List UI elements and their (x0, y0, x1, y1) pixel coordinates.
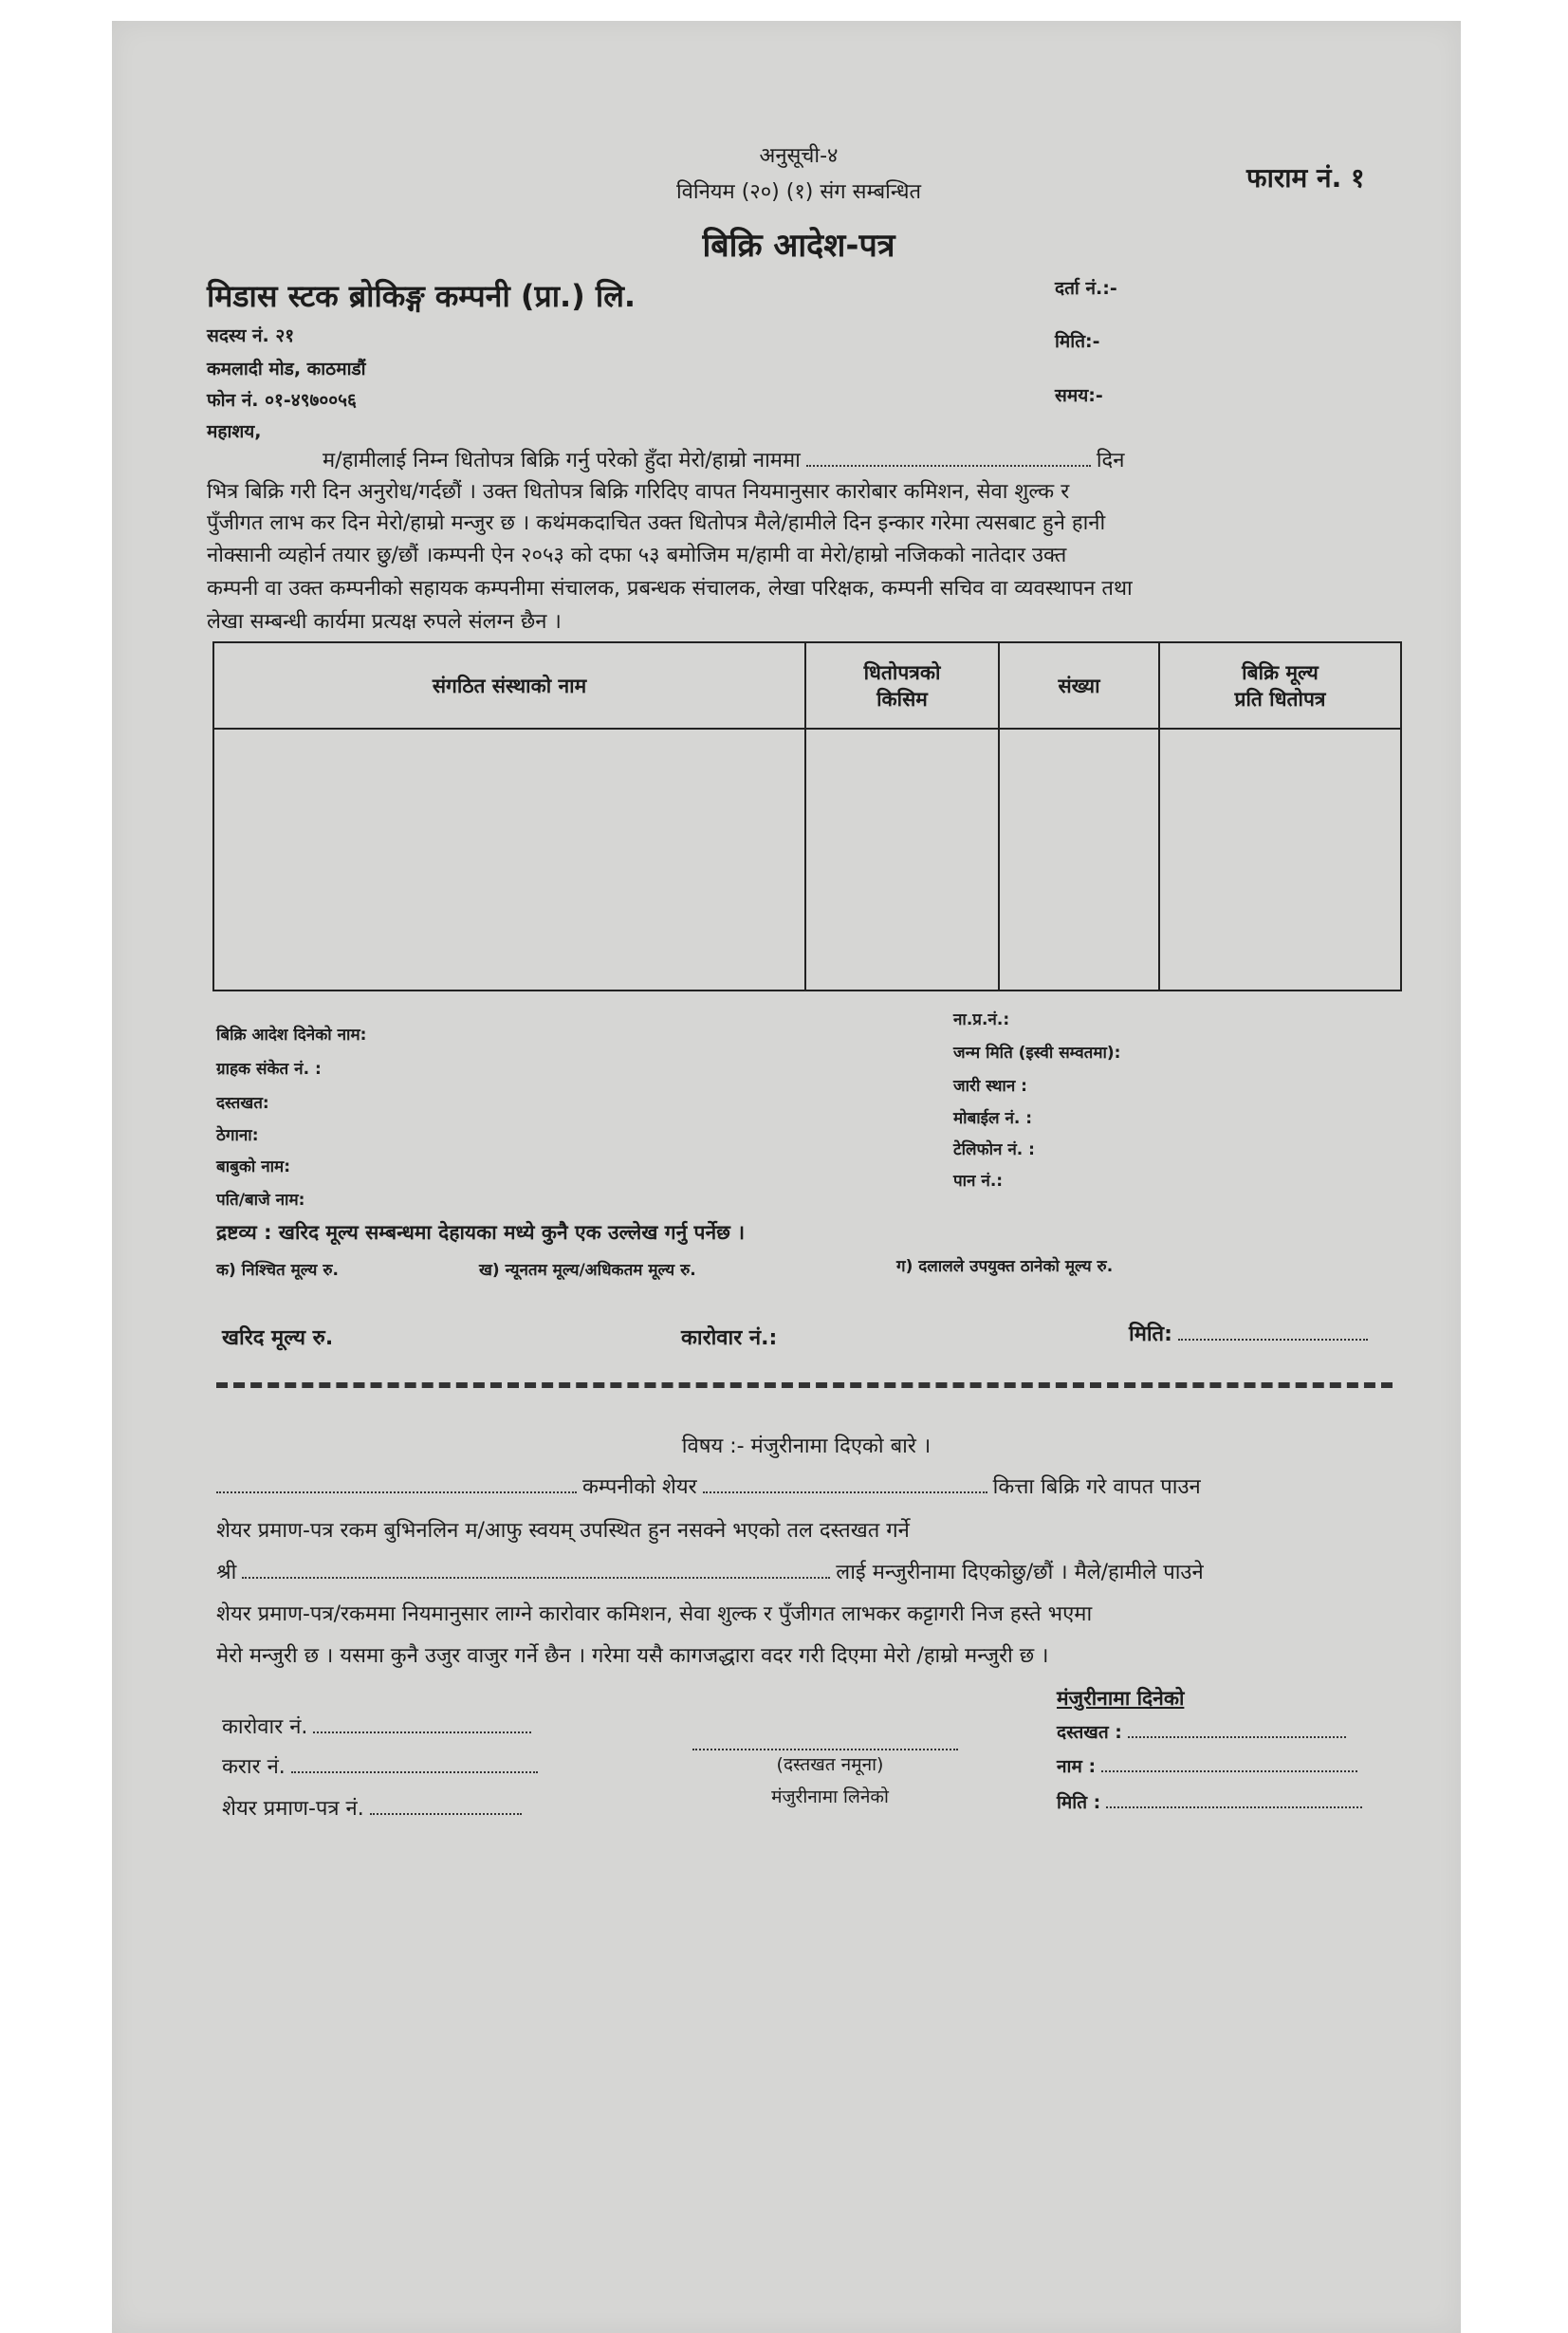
footer-transaction-field[interactable]: कारोवार नं. (222, 1712, 537, 1740)
mobile-number-field[interactable]: मोबाईल नं. : (953, 1109, 1033, 1128)
seller-address-field[interactable]: ठेगाना: (216, 1126, 259, 1145)
footer-contract-field[interactable]: करार नं. (222, 1751, 544, 1780)
securities-table (212, 641, 1402, 991)
quantity-cell[interactable] (999, 729, 1159, 991)
citizenship-number-field[interactable]: ना.प्र.नं.: (953, 1010, 1010, 1029)
letter-line-1 (323, 446, 1124, 475)
authorized-person-blank[interactable] (242, 1576, 830, 1579)
issue-place-field[interactable]: जारी स्थान : (953, 1077, 1027, 1096)
security-type-cell[interactable] (805, 729, 999, 991)
col-sell-price: बिक्रि मूल्य प्रति धितोपत्र (1159, 642, 1401, 729)
option-fixed-price[interactable]: क) निश्चित मूल्य रु. (216, 1261, 339, 1280)
days-blank[interactable] (806, 464, 1091, 467)
letter-line-5: कम्पनी वा उक्त कम्पनीको सहायक कम्पनीमा संचालक, प्रबन्धक संचालक, लेखा परिक्षक, कम्पनी सचिव वा व्यवस्थापन तथा (207, 577, 1133, 601)
purchase-transaction-field[interactable]: कारोवार नं.: (681, 1326, 778, 1350)
seller-name-field[interactable]: बिक्रि आदेश दिनेको नाम: (216, 1026, 367, 1045)
salutation: महाशय, (207, 421, 262, 442)
consent-receiver-label: मंजुरीनामा लिनेको (771, 1787, 889, 1807)
sell-price-cell[interactable] (1159, 729, 1401, 991)
giver-name-field[interactable]: नाम : (1057, 1753, 1363, 1778)
date-of-birth-field[interactable]: जन्म मिति (इस्वी सम्वतमा): (953, 1044, 1121, 1063)
member-number: सदस्य नं. २१ (207, 325, 295, 346)
office-time-field[interactable]: समय:- (1055, 385, 1103, 406)
table-row (213, 729, 1401, 991)
consent-subject: विषय :- मंजुरीनामा दिएको बारे । (681, 1435, 932, 1458)
letter-line-1b: दिन (1096, 449, 1125, 472)
consent-line-5: मेरो मन्जुरी छ । यसमा कुनै उजुर वाजुर गर्ने छैन । गरेमा यसै कागजद्धारा वदर गरी दिएमा मेरो /हाम्रो मन्जुरी छ । (216, 1644, 1049, 1668)
company-name-cell[interactable] (213, 729, 805, 991)
registration-number-field[interactable]: दर्ता नं.:- (1055, 278, 1117, 299)
company-phone: फोन नं. ०१-४९७००५६ (207, 390, 357, 411)
letter-line-1a: म/हामीलाई निम्न धितोपत्र बिक्रि गर्नु परेको हुँदा मेरो/हाम्रो नाममा (323, 449, 801, 472)
husband-grandfather-field[interactable]: पति/बाजे नाम: (216, 1191, 305, 1210)
footer-certificate-field[interactable]: शेयर प्रमाण-पत्र नं. (222, 1793, 527, 1822)
regulation-label: विनियम (२०) (१) संग सम्बन्धित (675, 180, 922, 204)
option-broker-price[interactable]: ग) दलालले उपयुक्त ठानेको मूल्य रु. (896, 1257, 1114, 1276)
letter-line-2: भित्र बिक्रि गरी दिन अनुरोध/गर्दछौं । उक्त धितोपत्र बिक्रि गरिदिए वापत नियमानुसार कारोबार कमिशन, सेवा शुल्क र (207, 480, 1070, 504)
father-name-field[interactable]: बाबुको नाम: (216, 1157, 290, 1176)
form-number: फाराम नं. १ (1246, 162, 1365, 194)
pan-number-field[interactable]: पान नं.: (953, 1172, 1004, 1191)
letter-line-6: लेखा सम्बन्धी कार्यमा प्रत्यक्ष रुपले संलग्न छैन । (207, 610, 562, 634)
consent-line-1: कम्पनीको शेयर कित्ता बिक्रि गरे वापत पाउन (216, 1472, 1201, 1502)
consent-line-3: श्री लाई मन्जुरीनामा दिएकोछु/छौं । मैले/हामीले पाउने (216, 1561, 1204, 1584)
price-note: द्रष्टव्य : खरिद मूल्य सम्बन्धमा देहायका मध्ये कुनै एक उल्लेख गर्नु पर्नेछ । (216, 1221, 746, 1244)
letter-line-4: नोक्सानी व्यहोर्न तयार छु/छौं ।कम्पनी ऐन २०५३ को दफा ५३ बमोजिम म/हामी वा मेरो/हाम्रो नजिकको नातेदार उक्त (207, 544, 1067, 567)
signature-sample-label: (दस्तखत नमूना) (776, 1754, 884, 1775)
cut-line (216, 1382, 1393, 1388)
purchase-price-field[interactable]: खरिद मूल्य रु. (222, 1326, 334, 1350)
schedule-label: अनुसूची-४ (759, 144, 839, 168)
company-address: कमलादी मोड, काठमाडौं (207, 359, 366, 380)
kitta-blank[interactable] (703, 1491, 987, 1493)
telephone-number-field[interactable]: टेलिफोन नं. : (953, 1140, 1035, 1159)
consent-line-4: शेयर प्रमाण-पत्र/रकममा नियमानुसार लाग्ने कारोवार कमिशन, सेवा शुल्क र पुँजीगत लाभकर कट्टागरी निज हस्ते भएमा (216, 1602, 1093, 1626)
company-name: मिडास स्टक ब्रोकिङ्ग कम्पनी (प्रा.) लि. (207, 278, 636, 314)
col-quantity: संख्या (999, 642, 1159, 729)
giver-date-field[interactable]: मिति : (1057, 1789, 1368, 1814)
option-min-max-price[interactable]: ख) न्यूनतम मूल्य/अधिकतम मूल्य रु. (479, 1261, 696, 1280)
office-date-field[interactable]: मिति:- (1055, 331, 1100, 352)
col-security-type: धितोपत्रको किसिम (805, 642, 999, 729)
letter-line-3: पुँजीगत लाभ कर दिन मेरो/हाम्रो मन्जुर छ । कथंमकदाचित उक्त धितोपत्र मैले/हामीले दिन इन्कार गरेमा त्यसबाट हुने हानी (207, 511, 1106, 535)
consent-line-2: शेयर प्रमाण-पत्र रकम बुभिनलिन म/आफु स्वयम् उपस्थित हुन नसक्ने भएको तल दस्तखत गर्ने (216, 1519, 910, 1543)
form-title: बिक्रि आदेश-पत्र (702, 227, 895, 265)
giver-signature-field[interactable]: दस्तखत : (1057, 1719, 1352, 1744)
purchase-date-field[interactable]: मिति: (1129, 1319, 1374, 1347)
seller-signature-field[interactable]: दस्तखत: (216, 1094, 269, 1113)
client-code-field[interactable]: ग्राहक संकेत नं. : (216, 1060, 322, 1079)
table-header-row (213, 642, 1401, 729)
col-company-name: संगठित संस्थाको नाम (213, 642, 805, 729)
company-blank[interactable] (216, 1491, 577, 1493)
consent-giver-heading: मंजुरीनामा दिनेको (1057, 1687, 1185, 1710)
